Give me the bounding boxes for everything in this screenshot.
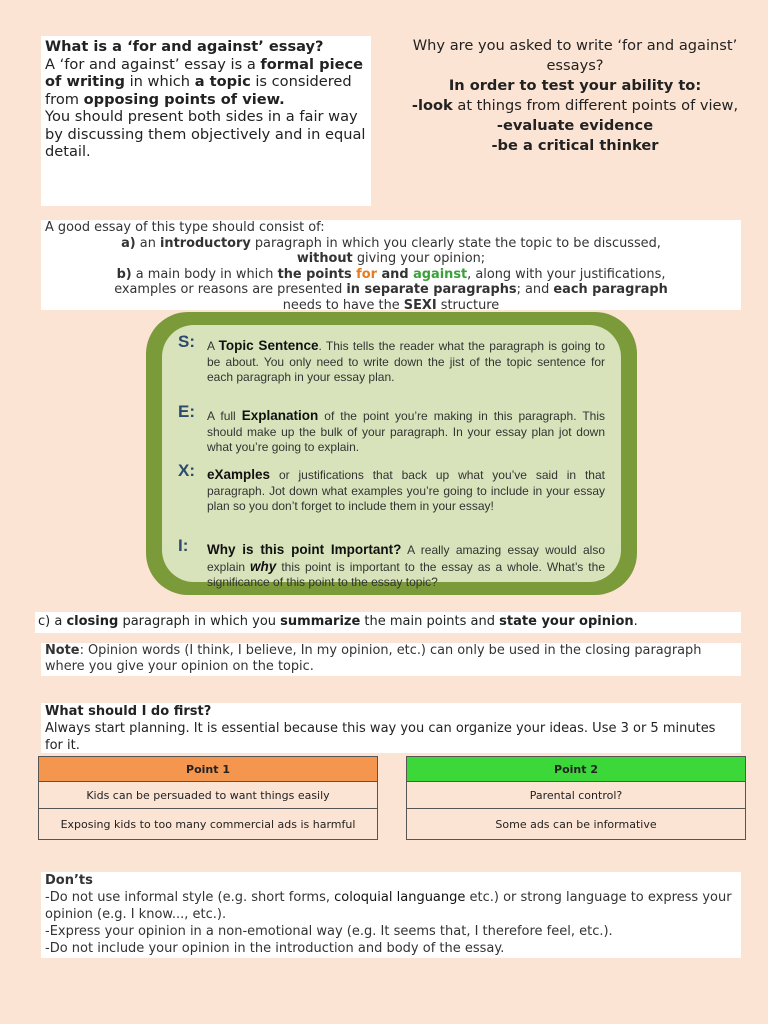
why-item-2: -evaluate evidence [496, 117, 654, 134]
definition-detail: You should present both sides in a fair way by discussing them objectively and in equal detail. [45, 108, 366, 160]
point2-table [406, 756, 746, 840]
why-item-1: -look at things from different points of view, [411, 97, 739, 114]
sexi-panel [146, 312, 637, 595]
note-label: Note [45, 643, 80, 658]
donts-item-1: -Do not use informal style (e.g. short forms, coloquial languange etc.) or strong language to express your opinion (e.g. I know..., etc.). [45, 890, 732, 922]
structure-item-a: a) an introductory paragraph in which you clearly state the topic to be discussed, without giving your opinion; [121, 235, 661, 266]
table-row: Exposing kids to too many commercial ads is harmful [39, 809, 378, 840]
definition-heading: What is a ‘for and against’ essay? [45, 38, 324, 55]
essay-structure-box [41, 220, 741, 313]
sexi-panel-inner [162, 325, 621, 589]
why-intro: In order to test your ability to: [448, 77, 702, 94]
point1-header: Point 1 [39, 757, 378, 782]
first-step-text: Always start planning. It is essential because this way you can organize your ideas. Use 3 or 5 minutes for it. [45, 721, 716, 753]
first-step-box [41, 703, 741, 753]
donts-item-2: -Express your opinion in a non-emotional way (e.g. It seems that, I therefore feel, etc.). [45, 924, 613, 939]
note-box [41, 643, 741, 676]
why-item-3: -be a critical thinker [491, 137, 659, 154]
why-question: Why are you asked to write ‘for and against’ essays? [412, 37, 738, 74]
why-section [405, 36, 745, 156]
definition-text: A ‘for and against’ essay is a formal piece of writing in which a topic is considered from opposing points of view. [45, 55, 364, 108]
point2-header: Point 2 [407, 757, 746, 782]
sexi-i-row: I: Why is this point Important? A really amazing essay would also explain why this point is important to the essay as a whole. What’s the significance of this point to the essay topic? [178, 536, 606, 589]
point1-table [38, 756, 378, 840]
table-row: Parental control? [407, 782, 746, 809]
definition-box [41, 36, 371, 206]
structure-item-b: b) a main body in which the points for and against, along with your justifications, examples or reasons are presented in separate paragraphs; and each paragraph needs to have the SEXI structure [114, 266, 668, 313]
donts-heading: Don’ts [45, 873, 93, 888]
sexi-e-row: E: A full Explanation of the point you’re making in this paragraph. This should make up the bulk of your paragraph. In your essay plan jot down what you’re going to explain. [178, 402, 605, 454]
sexi-x-row: X: eXamples or justifications that back up what you’ve said in that paragraph. Jot down what examples you’re going to include in your essay plan so you don’t forget to include them in your essay! [178, 461, 605, 513]
table-row: Some ads can be informative [407, 809, 746, 840]
table-row: Kids can be persuaded to want things easily [39, 782, 378, 809]
structure-intro: A good essay of this type should consist of: [45, 220, 325, 235]
donts-box [41, 872, 741, 958]
closing-paragraph: c) a closing paragraph in which you summarize the main points and state your opinion. [35, 612, 741, 633]
first-step-heading: What should I do first? [45, 704, 212, 719]
sexi-s-row: S: A Topic Sentence. This tells the reader what the paragraph is going to be about. You only need to write down the jist of the topic sentence for each paragraph in your essay plan. [178, 332, 605, 384]
note-text: : Opinion words (I think, I believe, In my opinion, etc.) can only be used in the closing paragraph where you give your opinion on the topic. [45, 643, 702, 674]
donts-item-3: -Do not include your opinion in the introduction and body of the essay. [45, 941, 505, 956]
